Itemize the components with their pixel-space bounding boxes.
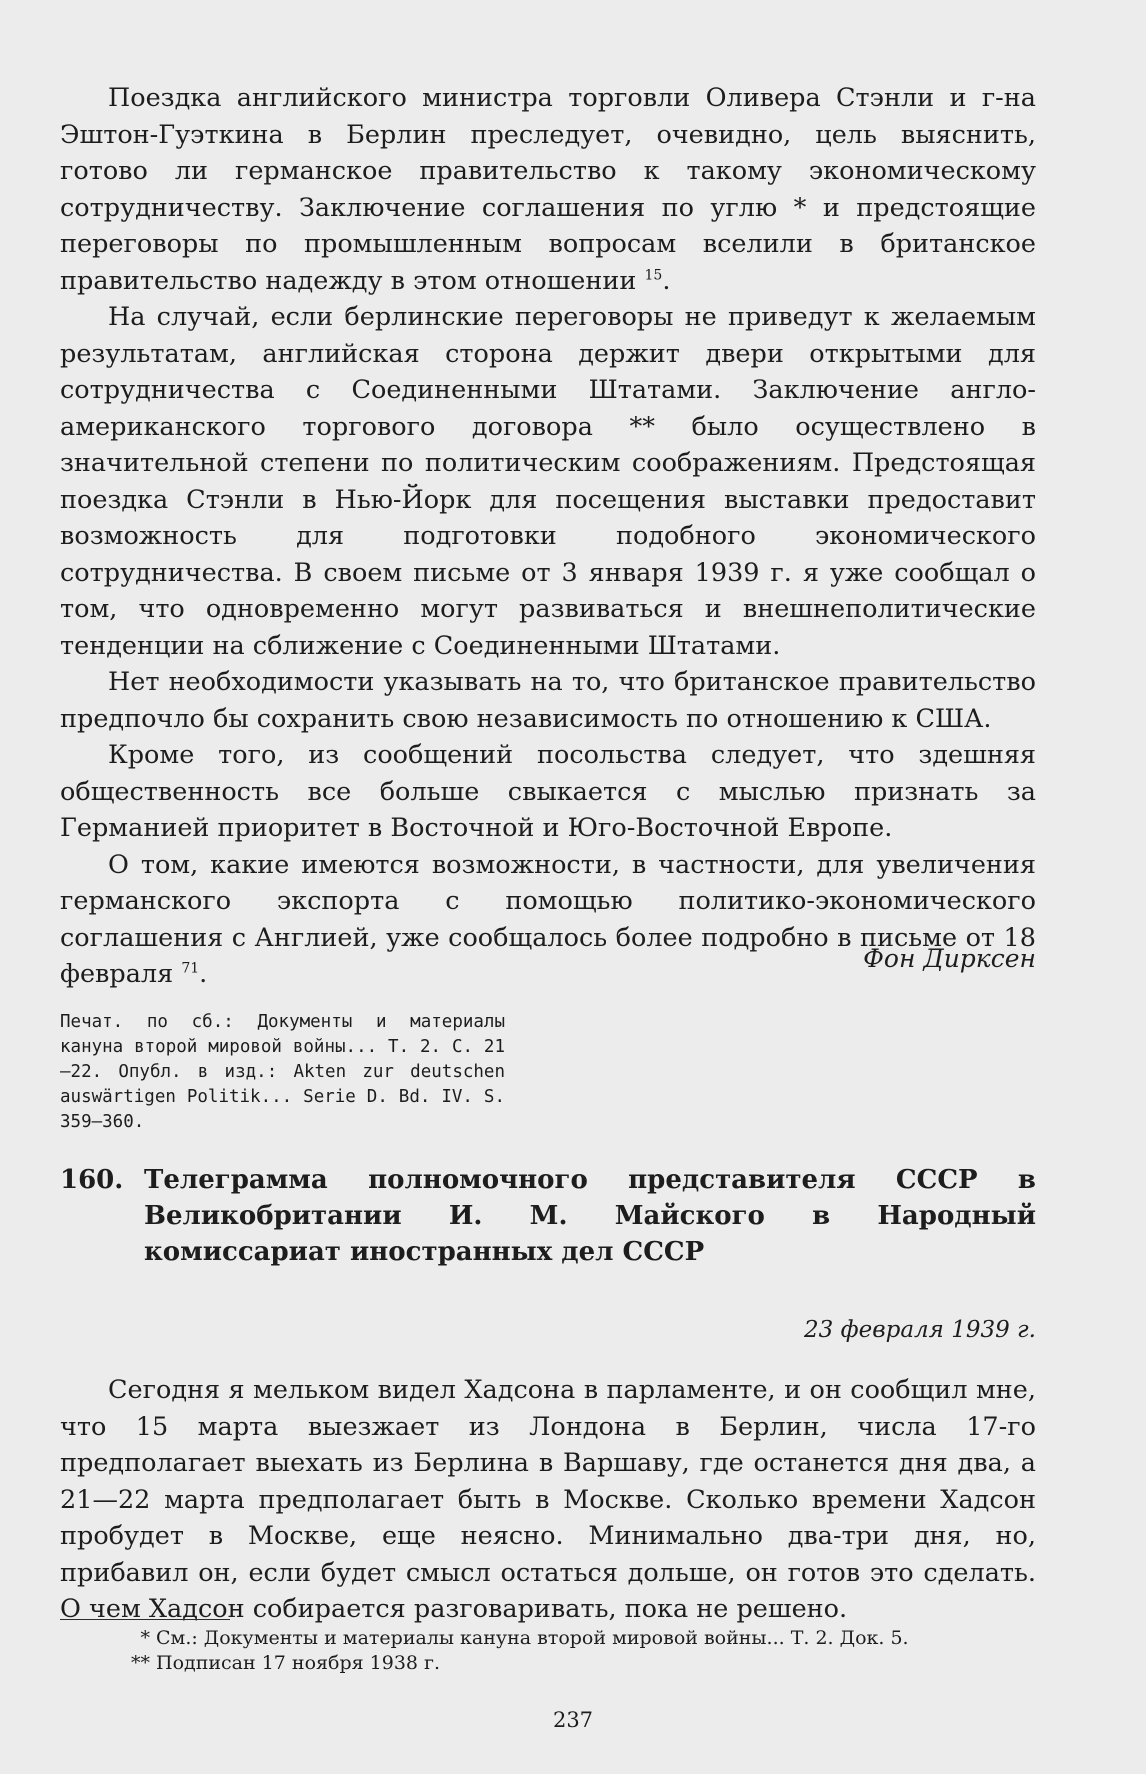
note-reference: 15	[644, 267, 663, 283]
paragraph: О том, какие имеются возможности, в частности, для увеличения германского экспорта с помощью политико-экономического соглашения с Англией, уже сообщалось более подробно в письме от 18 февраля $^{71}$.	[60, 849, 1036, 989]
document-heading	[60, 1162, 1036, 1270]
letter-body	[60, 80, 1036, 993]
footnote	[120, 1626, 1050, 1651]
paragraph: Нет необходимости указывать на то, что британское правительство предпочло бы сохранить свою независимость по отношению к США.	[60, 667, 1036, 734]
signature: Фон Дирксен	[863, 944, 1036, 973]
note-reference: 71	[181, 960, 200, 977]
footnote-divider	[60, 1619, 230, 1620]
paragraph-text: О том, какие имеются возможности, в частности, для увеличения германского экспорта с помощью политико-экономического соглашения с Англией, уже сообщалось более подробно в письме от 18 февраля	[60, 849, 1036, 989]
source-note: Печат. по сб.: Документы и материалы кануна второй мировой войны... Т. 2. С. 21—22. Опубл. в изд.: Akten zur deutschen auswärtigen Politik... Serie D. Bd. IV. S. 359—360.	[60, 1012, 505, 1132]
footnote	[120, 1651, 1050, 1676]
footnote-mark: **	[131, 1652, 150, 1674]
heading-text: Телеграмма полномочного представителя СССР в Великобритании И. М. Майского в Народный комиссариат иностранных дел СССР	[144, 1165, 1036, 1267]
paragraph: Кроме того, из сообщений посольства следует, что здешняя общественность все больше свыкается с мыслью признать за Германией приоритет в Восточной и Юго-Восточной Европе.	[60, 740, 1036, 843]
telegram-body	[60, 1372, 1036, 1628]
footnotes	[120, 1626, 1050, 1676]
paragraph: На случай, если берлинские переговоры не приведут к желаемым результатам, английская сторона держит двери открытыми для сотрудничества с Соединенными Штатами. Заключение англо-американского торгового договора ** было осуществлено в значительной степени по политическим соображениям. Предстоящая поездка Стэнли в Нью-Йорк для посещения выставки предоставит возможность для подготовки подобного экономического сотрудничества. В своем письме от 3 января 1939 г. я уже сообщал о том, что одновременно могут развиваться и внешнеполитические тенденции на сближение с Соединенными Штатами.	[60, 302, 1036, 661]
document-number: 160.	[60, 1165, 124, 1195]
paragraph: Сегодня я мельком видел Хадсона в парламенте, и он сообщил мне, что 15 марта выезжает из Лондона в Берлин, числа 17-го предполагает выехать из Берлина в Варшаву, где останется дня два, а 21—22 марта предполагает быть в Москве. Сколько времени Хадсон пробудет в Москве, еще неясно. Минимально два-три дня, но, прибавил он, если будет смысл остаться дольше, он готов это сделать. О чем Хадсон собирается разговаривать, пока не решено.	[60, 1375, 1036, 1624]
document-date: 23 февраля 1939 г.	[804, 1317, 1036, 1343]
page-number: 237	[552, 1708, 594, 1732]
paragraph: Поездка английского министра торговли Оливера Стэнли и г-на Эштон-Гуэткина в Берлин преследует, очевидно, цель выяснить, готово ли германское правительство к такому экономическому сотрудничеству. Заключение соглашения по углю * и предстоящие переговоры по промышленным вопросам вселили в британское правительство надежду в этом отношении $^{15}$.	[60, 83, 1036, 296]
footnote-text: Подписан 17 ноября 1938 г.	[156, 1652, 441, 1674]
footnote-text: См.: Документы и материалы кануна второй мировой войны... Т. 2. Док. 5.	[156, 1627, 909, 1649]
footnote-mark: *	[140, 1627, 150, 1649]
paragraph-text: Поездка английского министра торговли Оливера Стэнли и г-на Эштон-Гуэткина в Берлин преследует, очевидно, цель выяснить, готово ли германское правительство к такому экономическому сотрудничеству. Заключение соглашения по углю * и предстоящие переговоры по промышленным вопросам вселили в британское правительство надежду в этом отношении	[60, 83, 1036, 296]
